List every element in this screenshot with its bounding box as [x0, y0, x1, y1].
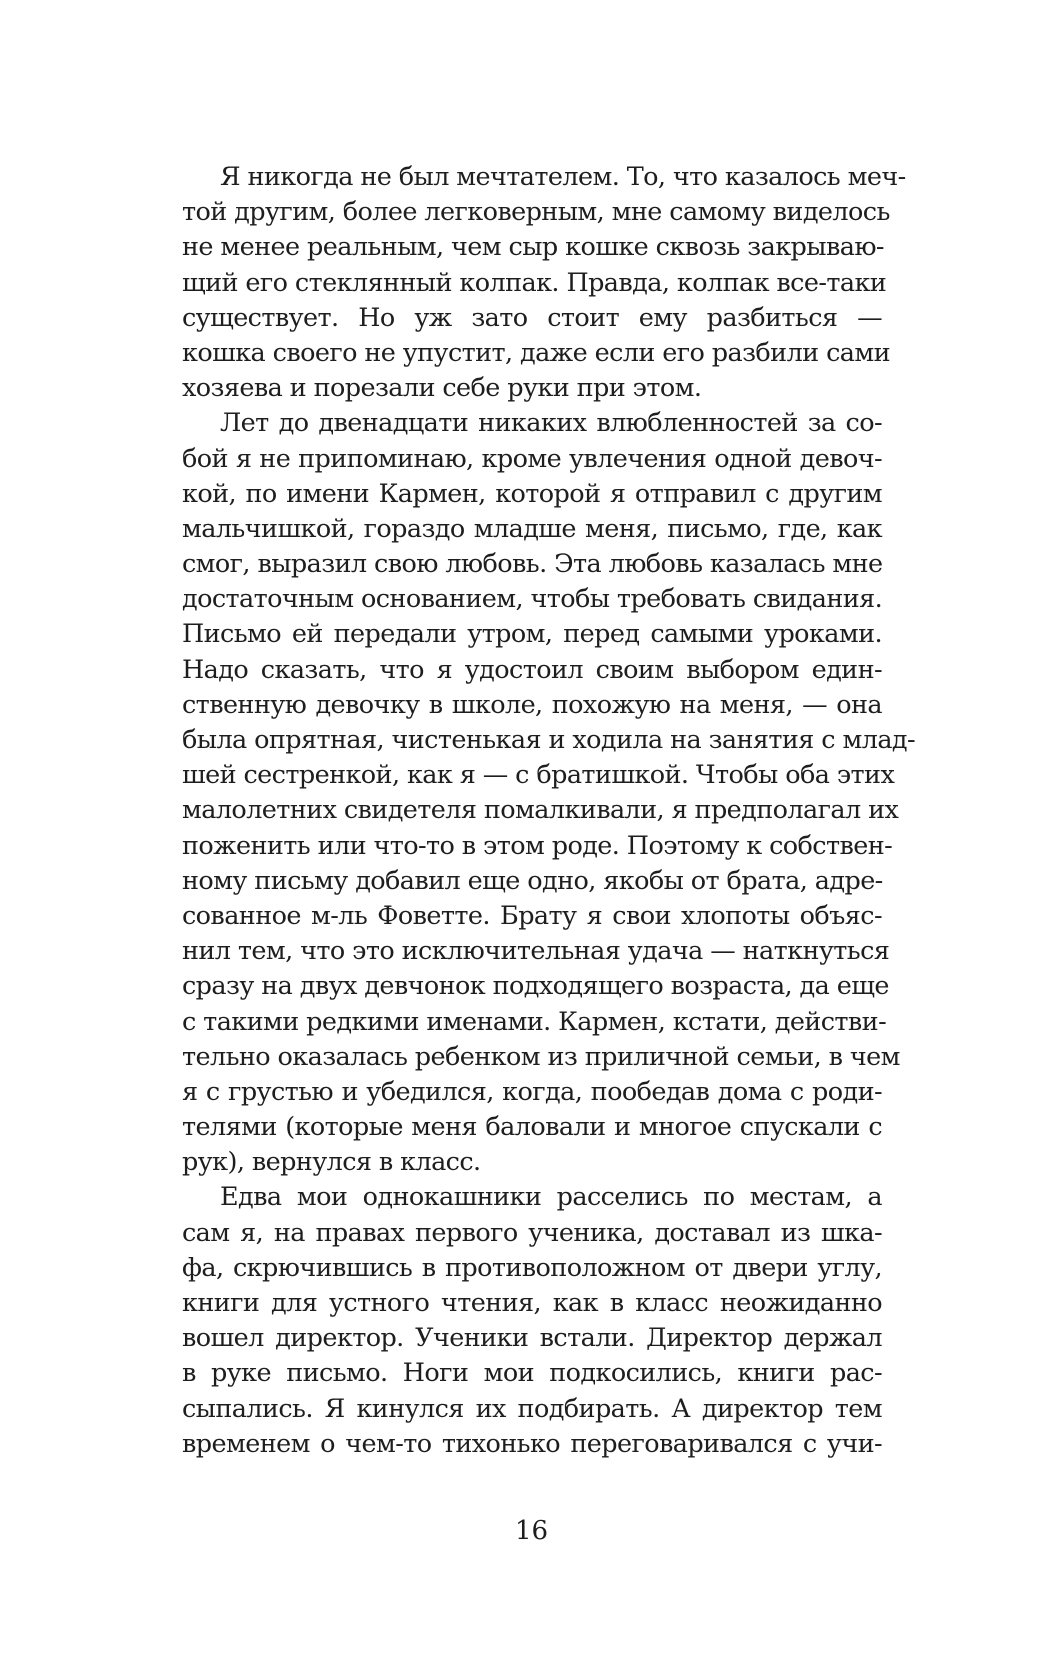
- text-line: щий его стеклянный колпак. Правда, колпак все-таки: [182, 267, 887, 298]
- text-line: Я никогда не был мечтателем. То, что казалось меч-: [220, 162, 906, 192]
- text-line: кой, по имени Кармен, которой я отправил с другим: [182, 478, 882, 509]
- text-line: смог, выразил свою любовь. Эта любовь казалась мне: [182, 549, 883, 580]
- text-line: ному письму добавил еще одно, якобы от брата, адре-: [182, 865, 883, 896]
- text-line: хозяева и порезали себе руки при этом.: [182, 373, 702, 404]
- text-line: достаточным основанием, чтобы требовать свидания.: [182, 584, 883, 615]
- text-line: мальчишкой, гораздо младше меня, письмо, где, как: [182, 513, 882, 544]
- text-line: телями (которые меня баловали и многое спускали с: [182, 1112, 882, 1143]
- text-line: фа, скрючившись в противоположном от двери углу,: [182, 1252, 882, 1283]
- text-line: тельно оказалась ребенком из приличной семьи, в чем: [182, 1041, 900, 1072]
- text-line: малолетних свидетеля помалкивали, я предполагал их: [182, 795, 899, 826]
- text-line: той другим, более легковерным, мне самому виделось: [182, 197, 890, 228]
- text-line: в руке письмо. Ноги мои подкосились, книги рас-: [182, 1358, 882, 1389]
- text-line: книги для устного чтения, как в класс неожиданно: [182, 1288, 882, 1318]
- text-line: сразу на двух девчонок подходящего возраста, да еще: [182, 971, 889, 1002]
- text-line: сыпались. Я кинулся их подбирать. А директор тем: [182, 1393, 882, 1424]
- text-line: была опрятная, чистенькая и ходила на занятия с млад-: [182, 725, 916, 755]
- text-line: существует. Но уж зато стоит ему разбиться —: [182, 302, 882, 333]
- text-line: ственную девочку в школе, похожую на меня, — она: [182, 689, 882, 720]
- text-line: я с грустью и убедился, когда, пообедав дома с роди-: [182, 1076, 882, 1107]
- text-line: не менее реальным, чем сыр кошке сквозь закрываю-: [182, 232, 884, 263]
- paragraph-1: [182, 160, 906, 406]
- text-line: нил тем, что это исключительная удача — наткнуться: [182, 936, 890, 967]
- text-line: вошел директор. Ученики встали. Директор держал: [182, 1323, 882, 1354]
- text-line: Лет до двенадцати никаких влюбленностей за со-: [220, 408, 882, 439]
- paragraph-2: [182, 406, 916, 1180]
- text-line: Едва мои однокашники расселись по местам, а: [220, 1182, 882, 1213]
- page-number: 16: [514, 1516, 549, 1546]
- text-line: временем о чем-то тихонько переговаривался с учи-: [182, 1428, 882, 1459]
- text-line: сованное м-ль Фоветте. Брату я свои хлопоты объяс-: [182, 900, 882, 931]
- text-line: бой я не припоминаю, кроме увлечения одной девоч-: [182, 443, 882, 474]
- text-line: поженить или что-то в этом роде. Поэтому к собствен-: [182, 830, 893, 861]
- text-line: рук), вернулся в класс.: [182, 1147, 481, 1178]
- text-line: сам я, на правах первого ученика, доставал из шка-: [182, 1217, 882, 1248]
- text-line: кошка своего не упустит, даже если его разбили сами: [182, 337, 890, 368]
- text-line: Письмо ей передали утром, перед самыми уроками.: [182, 619, 882, 650]
- paragraph-3: [182, 1180, 882, 1462]
- text-line: с такими редкими именами. Кармен, кстати, действи-: [182, 1006, 887, 1037]
- body-text: [182, 160, 916, 1462]
- text-line: шей сестренкой, как я — с братишкой. Чтобы оба этих: [182, 760, 895, 791]
- text-line: Надо сказать, что я удостоил своим выбором един-: [182, 654, 882, 685]
